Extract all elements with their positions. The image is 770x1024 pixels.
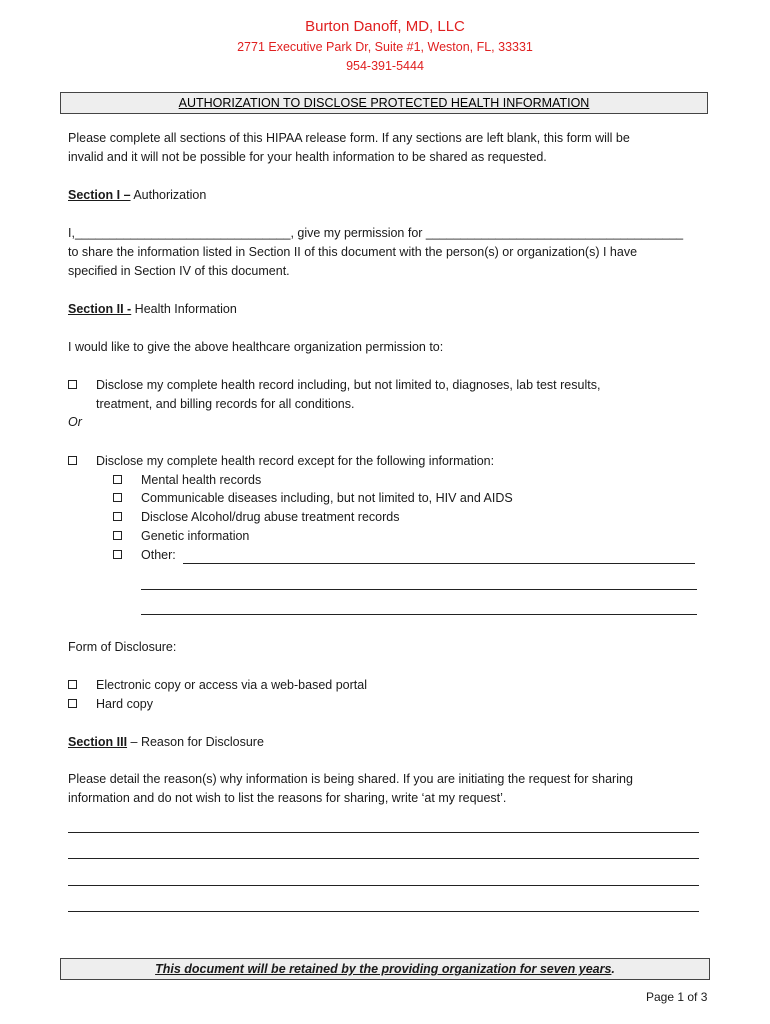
other-line[interactable] xyxy=(141,614,697,615)
section-1-heading xyxy=(68,186,206,205)
section-3-title: Section III xyxy=(68,735,128,749)
exception-other-checkbox[interactable] xyxy=(113,550,122,559)
section-1-subtitle: Authorization xyxy=(130,188,207,202)
hard-copy-label: Hard copy xyxy=(96,697,153,711)
authorization-line-3: specified in Section IV of this document. xyxy=(68,264,290,278)
exception-checkbox[interactable] xyxy=(113,512,122,521)
hard-copy-checkbox[interactable] xyxy=(68,699,77,708)
reason-line[interactable] xyxy=(68,858,699,859)
exception-label: Communicable diseases including, but not limited to, HIV and AIDS xyxy=(141,491,513,505)
exception-label: Genetic information xyxy=(141,529,250,543)
form-title-box xyxy=(60,92,708,114)
or-separator: Or xyxy=(68,415,82,429)
exception-checkbox[interactable] xyxy=(113,475,122,484)
section-3-instructions-2: information and do not wish to list the reasons for sharing, write ‘at my request’. xyxy=(68,791,507,805)
option-partial-disclosure-label: Disclose my complete health record except for the following information: xyxy=(96,454,495,468)
option-full-disclosure-label-2: treatment, and billing records for all conditions. xyxy=(96,397,355,411)
retention-notice-box: This document will be retained by the providing organization for seven years. xyxy=(60,958,710,980)
option-partial-disclosure-checkbox[interactable] xyxy=(68,456,77,465)
practice-name: Burton Danoff, MD, LLC xyxy=(305,18,465,35)
form-title: AUTHORIZATION TO DISCLOSE PROTECTED HEALTH INFORMATION xyxy=(178,96,590,110)
option-full-disclosure-checkbox[interactable] xyxy=(68,380,77,389)
reason-line[interactable] xyxy=(68,832,699,833)
section-2-prompt: I would like to give the above healthcare organization permission to: xyxy=(68,340,444,354)
electronic-copy-label: Electronic copy or access via a web-based portal xyxy=(96,678,367,692)
practice-phone: 954-391-5444 xyxy=(346,59,424,73)
authorization-line[interactable]: I,_______________________________, give my permission for _____________________________________ xyxy=(68,226,684,240)
other-line[interactable] xyxy=(183,563,695,564)
authorization-line-2: to share the information listed in Section II of this document with the person(s) or organization(s) I have xyxy=(68,245,638,259)
section-2-heading xyxy=(68,300,237,319)
intro-line-1: Please complete all sections of this HIPAA release form. If any sections are left blank, this form will be xyxy=(68,131,630,145)
reason-line[interactable] xyxy=(68,911,699,912)
section-3-instructions-1: Please detail the reason(s) why information is being shared. If you are initiating the request for sharing xyxy=(68,772,633,786)
exception-other-label: Other: xyxy=(141,548,176,562)
exception-label: Disclose Alcohol/drug abuse treatment records xyxy=(141,510,400,524)
section-2-title: Section II - xyxy=(68,302,132,316)
page-number: Page 1 of 3 xyxy=(646,990,708,1004)
exception-checkbox[interactable] xyxy=(113,531,122,540)
exception-checkbox[interactable] xyxy=(113,493,122,502)
intro-line-2: invalid and it will not be possible for your health information to be shared as requested. xyxy=(68,150,547,164)
reason-line[interactable] xyxy=(68,885,699,886)
option-full-disclosure-label: Disclose my complete health record including, but not limited to, diagnoses, lab test results, xyxy=(96,378,601,392)
electronic-copy-checkbox[interactable] xyxy=(68,680,77,689)
form-of-disclosure-label: Form of Disclosure: xyxy=(68,640,177,654)
section-3-heading xyxy=(68,733,264,752)
retention-notice: This document will be retained by the providing organization for seven years xyxy=(155,962,612,976)
practice-address: 2771 Executive Park Dr, Suite #1, Weston, FL, 33331 xyxy=(237,40,533,54)
exception-label: Mental health records xyxy=(141,473,262,487)
section-3-subtitle: – Reason for Disclosure xyxy=(127,735,264,749)
section-2-subtitle: Health Information xyxy=(131,302,237,316)
section-1-title: Section I – xyxy=(68,188,131,202)
other-line[interactable] xyxy=(141,589,697,590)
